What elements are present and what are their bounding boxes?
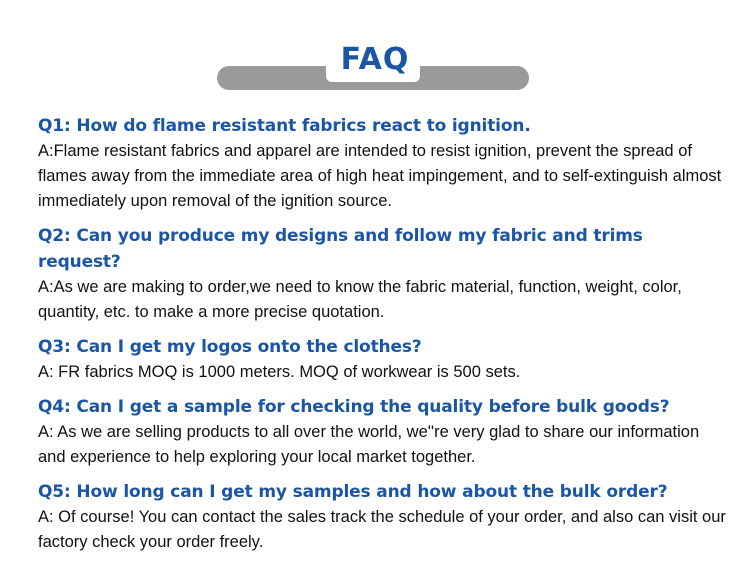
faq-question: Q2: Can you produce my designs and follow my fabric and trims request? [38,226,643,272]
page-title: FAQ [340,42,410,77]
faq-question: Q1: How do flame resistant fabrics react to ignition. [38,116,531,136]
faq-item-q2 [38,223,728,325]
faq-answer: A:Flame resistant fabrics and apparel are intended to resist ignition, prevent the spread of flames away from the immediate area of high heat impingement, and to self-extinguish almost immediately upon removal of the ignition source. [38,142,722,210]
faq-item-q3 [38,334,728,385]
faq-question: Q3: Can I get my logos onto the clothes? [38,337,422,357]
faq-question: Q5: How long can I get my samples and how about the bulk order? [38,482,668,502]
faq-header [0,0,750,100]
faq-list [38,113,728,555]
faq-answer: A:As we are making to order,we need to know the fabric material, function, weight, color, quantity, etc. to make a more precise quotation. [38,278,682,321]
faq-answer: A: FR fabrics MOQ is 1000 meters. MOQ of workwear is 500 sets. [38,363,521,381]
faq-item-q4 [38,394,728,470]
faq-answer: A: As we are selling products to all over the world, we''re very glad to share our information and experience to help exploring your local market together. [38,423,700,466]
faq-item-q1 [38,113,728,214]
faq-item-q5 [38,479,728,555]
faq-question: Q4: Can I get a sample for checking the quality before bulk goods? [38,397,670,417]
faq-answer: A: Of course! You can contact the sales track the schedule of your order, and also can visit our factory check your order freely. [38,508,726,551]
